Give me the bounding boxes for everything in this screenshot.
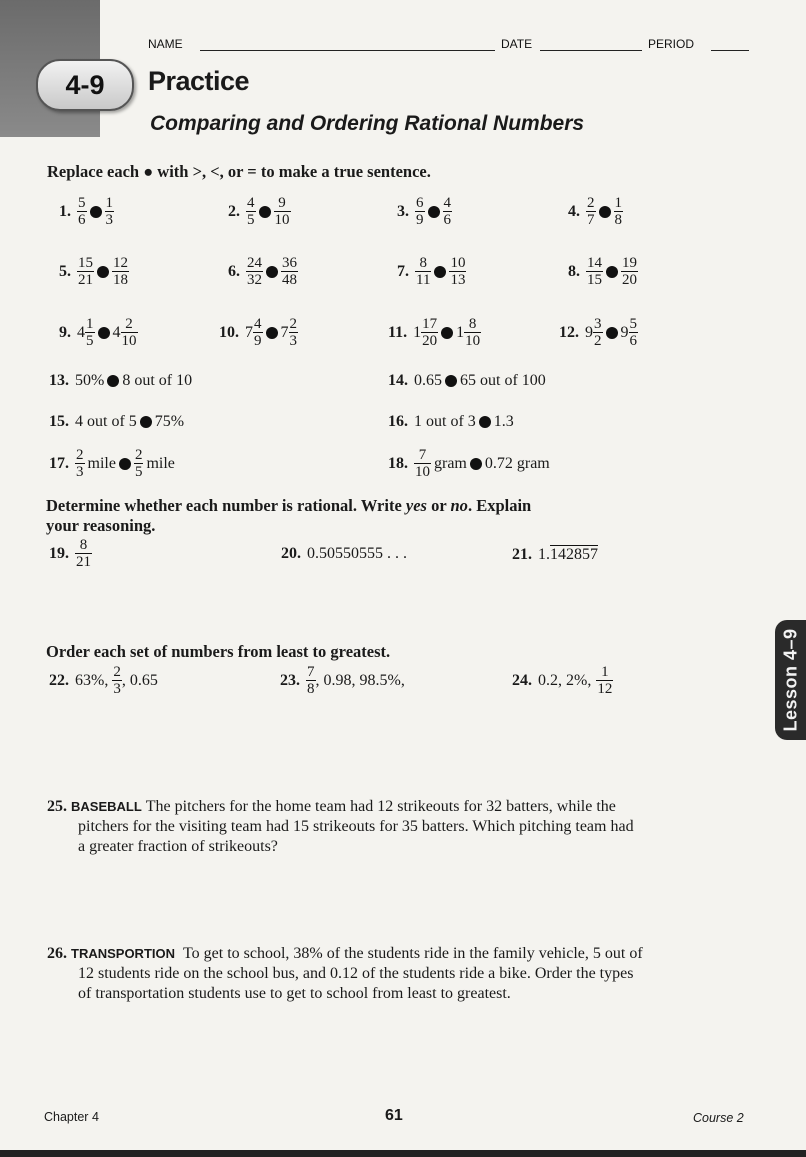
problem-number: 19. bbox=[49, 544, 69, 562]
value: 75% bbox=[154, 413, 185, 430]
numerator: 8 bbox=[464, 316, 481, 333]
compare-dot-icon[interactable] bbox=[434, 266, 446, 278]
fraction bbox=[585, 316, 603, 349]
value: 0.50550555 . . . bbox=[307, 545, 407, 562]
whole-number: 4 bbox=[112, 323, 121, 341]
yes-word: yes bbox=[405, 496, 427, 515]
denominator: 3 bbox=[105, 212, 113, 228]
numerator: 1 bbox=[105, 195, 113, 211]
problem-number: 23. bbox=[280, 671, 300, 689]
numerator: 10 bbox=[450, 255, 466, 271]
or-word: or bbox=[426, 496, 451, 515]
numerator: 15 bbox=[78, 255, 93, 271]
problem-text-line: pitchers for the visiting team had 15 strikeouts for 35 batters. Which pitching team had bbox=[78, 818, 634, 835]
denominator: 7 bbox=[587, 212, 595, 228]
denominator: 32 bbox=[247, 272, 262, 288]
denominator: 18 bbox=[113, 272, 128, 288]
problem-text-line: a greater fraction of strikeouts? bbox=[78, 838, 278, 855]
period-field[interactable] bbox=[711, 50, 749, 51]
problem-number: 22. bbox=[49, 671, 69, 689]
problem-4 bbox=[568, 195, 623, 228]
numerator: 2 bbox=[289, 316, 297, 332]
fraction bbox=[456, 316, 481, 349]
whole-number: 1 bbox=[456, 323, 465, 341]
fraction bbox=[113, 316, 138, 349]
numerator: 6 bbox=[416, 195, 424, 211]
numerator: 1 bbox=[614, 195, 622, 211]
fraction bbox=[245, 316, 263, 349]
value: 1.3 bbox=[493, 413, 514, 430]
whole-number: 7 bbox=[280, 323, 289, 341]
problem-text-line: To get to school, 38% of the students ride in the family vehicle, 5 out of bbox=[183, 945, 643, 962]
fraction bbox=[77, 195, 87, 228]
numerator: 4 bbox=[247, 195, 255, 211]
problem-2 bbox=[228, 195, 291, 228]
fraction bbox=[112, 664, 122, 697]
problem-text-line: of transportation students use to get to school from least to greatest. bbox=[78, 985, 511, 1002]
value: 1 out of 3 bbox=[414, 413, 476, 430]
fraction bbox=[443, 195, 453, 228]
problem-16 bbox=[388, 413, 514, 431]
footer-course: Course 2 bbox=[693, 1111, 744, 1125]
denominator: 5 bbox=[134, 464, 143, 480]
fraction bbox=[105, 195, 115, 228]
date-label: DATE bbox=[501, 37, 533, 51]
compare-dot-icon[interactable] bbox=[606, 266, 618, 278]
denominator: 6 bbox=[443, 212, 451, 228]
numerator: 7 bbox=[307, 664, 315, 680]
unit: mile bbox=[146, 454, 175, 472]
fraction bbox=[77, 316, 95, 349]
problem-15 bbox=[49, 413, 184, 431]
page-subtitle: Comparing and Ordering Rational Numbers bbox=[150, 112, 585, 135]
fraction bbox=[596, 664, 613, 697]
problem-number: 10. bbox=[219, 323, 239, 341]
fraction bbox=[621, 316, 639, 349]
date-field[interactable] bbox=[540, 50, 642, 51]
denominator: 5 bbox=[247, 212, 255, 228]
fraction bbox=[281, 255, 298, 288]
problem-number: 5. bbox=[59, 262, 71, 280]
problem-number: 11. bbox=[388, 323, 408, 341]
fraction bbox=[586, 195, 596, 228]
problem-label: BASEBALL bbox=[71, 799, 142, 814]
value-int: 1. bbox=[538, 545, 550, 563]
problem-number: 24. bbox=[512, 671, 532, 689]
problem-6 bbox=[228, 255, 298, 288]
fraction bbox=[246, 195, 256, 228]
numerator: 12 bbox=[113, 255, 128, 271]
problem-5 bbox=[59, 255, 129, 288]
problem-3 bbox=[397, 195, 452, 228]
whole-number: 7 bbox=[245, 323, 253, 341]
numerator: 2 bbox=[76, 447, 84, 463]
value: 0.2, 2%, bbox=[538, 671, 592, 689]
value: 0.65 bbox=[414, 372, 442, 389]
denominator: 20 bbox=[622, 272, 637, 288]
numerator: 8 bbox=[415, 255, 431, 272]
compare-dot-icon[interactable] bbox=[445, 375, 457, 387]
problem-19 bbox=[49, 537, 92, 570]
numerator: 2 bbox=[121, 316, 138, 333]
denominator: 6 bbox=[78, 212, 86, 228]
fraction bbox=[274, 195, 291, 228]
numerator: 9 bbox=[274, 195, 291, 212]
problem-11 bbox=[388, 316, 481, 349]
problem-number: 8. bbox=[568, 262, 580, 280]
denominator: 11 bbox=[416, 272, 431, 288]
lesson-side-tab-label: Lesson 4–9 bbox=[780, 628, 800, 732]
value: 0.72 gram bbox=[484, 454, 550, 472]
numerator: 7 bbox=[414, 447, 431, 464]
problem-text-line: The pitchers for the home team had 12 strikeouts for 32 batters, while the bbox=[145, 798, 616, 815]
whole-number: 4 bbox=[77, 323, 85, 341]
section1-instruction: Replace each ● with >, <, or = to make a true sentence. bbox=[47, 162, 431, 181]
fraction bbox=[414, 447, 431, 480]
fraction bbox=[112, 255, 129, 288]
problem-1 bbox=[59, 195, 114, 228]
problem-10 bbox=[219, 316, 298, 349]
section2-instruction-c: your reasoning. bbox=[46, 516, 156, 535]
fraction bbox=[449, 255, 466, 288]
fraction bbox=[246, 255, 263, 288]
fraction bbox=[621, 255, 638, 288]
denominator: 8 bbox=[307, 681, 315, 697]
whole-number: 9 bbox=[620, 323, 629, 341]
numerator: 8 bbox=[75, 537, 92, 554]
denominator: 21 bbox=[76, 554, 91, 570]
fraction bbox=[614, 195, 624, 228]
name-label: NAME bbox=[148, 37, 183, 51]
denominator: 10 bbox=[415, 464, 430, 480]
problem-number: 20. bbox=[281, 545, 301, 562]
compare-dot-icon[interactable] bbox=[119, 458, 131, 470]
denominator: 10 bbox=[121, 333, 137, 349]
problem-label: TRANSPORTION bbox=[71, 946, 175, 961]
numerator: 1 bbox=[596, 664, 613, 681]
compare-dot-icon[interactable] bbox=[140, 416, 152, 428]
problem-8 bbox=[568, 255, 638, 288]
fraction bbox=[77, 255, 94, 288]
value: 65 out of 100 bbox=[460, 372, 546, 389]
numerator: 5 bbox=[78, 195, 86, 211]
compare-dot-icon[interactable] bbox=[97, 266, 109, 278]
numerator: 17 bbox=[422, 316, 438, 332]
compare-dot-icon[interactable] bbox=[428, 206, 440, 218]
fraction bbox=[415, 195, 425, 228]
section3-instruction: Order each set of numbers from least to greatest. bbox=[46, 642, 391, 661]
fraction bbox=[134, 447, 144, 480]
compare-dot-icon[interactable] bbox=[266, 327, 278, 339]
fraction bbox=[75, 447, 85, 480]
denominator: 2 bbox=[594, 333, 602, 349]
unit: gram bbox=[434, 454, 467, 472]
whole-number: 9 bbox=[585, 323, 593, 341]
numerator: 5 bbox=[629, 316, 637, 332]
denominator: 9 bbox=[416, 212, 424, 228]
numerator: 1 bbox=[86, 316, 94, 332]
footer-page-number: 61 bbox=[385, 1107, 403, 1124]
denominator: 9 bbox=[254, 333, 262, 349]
problem-number: 16. bbox=[388, 413, 408, 430]
denominator: 3 bbox=[289, 333, 297, 349]
problem-number: 9. bbox=[59, 323, 71, 341]
problem-number: 2. bbox=[228, 202, 240, 220]
lesson-side-tab bbox=[775, 620, 806, 740]
compare-dot-icon[interactable] bbox=[259, 206, 271, 218]
denominator: 48 bbox=[282, 272, 297, 288]
problem-13 bbox=[49, 372, 192, 390]
compare-dot-icon[interactable] bbox=[606, 327, 618, 339]
value: , 0.65 bbox=[121, 671, 158, 689]
compare-dot-icon[interactable] bbox=[90, 206, 102, 218]
problem-12 bbox=[559, 316, 638, 349]
compare-dot-icon[interactable] bbox=[107, 375, 119, 387]
problem-14 bbox=[388, 372, 546, 390]
denominator: 5 bbox=[86, 333, 94, 349]
denominator: 10 bbox=[274, 212, 290, 228]
problem-23 bbox=[280, 664, 405, 697]
value: 4 out of 5 bbox=[75, 413, 137, 430]
denominator: 12 bbox=[597, 681, 613, 697]
no-word: no bbox=[450, 496, 468, 515]
problem-number: 4. bbox=[568, 202, 580, 220]
fraction bbox=[415, 255, 431, 288]
numerator: 14 bbox=[587, 255, 602, 271]
bottom-edge bbox=[0, 1150, 806, 1157]
lesson-number-badge: 4-9 bbox=[36, 59, 134, 111]
denominator: 21 bbox=[78, 272, 93, 288]
numerator: 3 bbox=[594, 316, 602, 332]
denominator: 20 bbox=[422, 333, 438, 349]
problem-number: 1. bbox=[59, 202, 71, 220]
denominator: 3 bbox=[76, 464, 84, 480]
numerator: 4 bbox=[443, 195, 451, 211]
footer-chapter: Chapter 4 bbox=[44, 1110, 99, 1124]
problem-number: 21. bbox=[512, 545, 532, 563]
numerator: 36 bbox=[282, 255, 297, 271]
numerator: 19 bbox=[622, 255, 637, 271]
problem-number: 25. bbox=[47, 798, 67, 815]
value: 50% bbox=[75, 372, 105, 389]
denominator: 15 bbox=[587, 272, 602, 288]
problem-number: 7. bbox=[397, 262, 409, 280]
value: , 0.98, 98.5%, bbox=[315, 671, 405, 689]
denominator: 13 bbox=[450, 272, 466, 288]
denominator: 10 bbox=[465, 333, 481, 349]
name-field[interactable] bbox=[200, 50, 495, 51]
fraction bbox=[413, 316, 438, 349]
problem-number: 17. bbox=[49, 454, 69, 472]
problem-number: 18. bbox=[388, 454, 408, 472]
period-label: PERIOD bbox=[648, 37, 695, 51]
section2-instruction-b: . Explain bbox=[467, 496, 532, 515]
problem-18 bbox=[388, 447, 550, 480]
problem-number: 12. bbox=[559, 323, 579, 341]
compare-dot-icon[interactable] bbox=[470, 458, 482, 470]
whole-number: 1 bbox=[413, 323, 422, 341]
problem-number: 15. bbox=[49, 413, 69, 430]
fraction bbox=[586, 255, 603, 288]
problem-number: 3. bbox=[397, 202, 409, 220]
compare-dot-icon[interactable] bbox=[266, 266, 278, 278]
problem-22 bbox=[49, 664, 158, 697]
problem-24 bbox=[512, 664, 613, 697]
problem-9 bbox=[59, 316, 138, 349]
numerator: 2 bbox=[134, 447, 143, 463]
section2-instruction bbox=[46, 496, 666, 536]
unit: mile bbox=[87, 454, 116, 472]
problem-text-line: 12 students ride on the school bus, and 0.12 of the students ride a bike. Order the types bbox=[78, 965, 634, 982]
problem-7 bbox=[397, 255, 466, 288]
section2-instruction-a: Determine whether each number is rational. Write bbox=[46, 496, 406, 515]
compare-dot-icon[interactable] bbox=[441, 327, 453, 339]
numerator: 2 bbox=[587, 195, 595, 211]
fraction bbox=[306, 664, 316, 697]
compare-dot-icon[interactable] bbox=[599, 206, 611, 218]
problem-25 bbox=[47, 797, 757, 857]
numerator: 24 bbox=[247, 255, 262, 271]
problem-number: 26. bbox=[47, 945, 67, 962]
problem-17 bbox=[49, 447, 175, 480]
problem-26 bbox=[47, 944, 767, 1004]
repeating-digits: 142857 bbox=[550, 546, 598, 563]
numerator: 4 bbox=[254, 316, 262, 332]
fraction bbox=[281, 316, 299, 349]
compare-dot-icon[interactable] bbox=[98, 327, 110, 339]
problem-number: 14. bbox=[388, 372, 408, 389]
problem-number: 13. bbox=[49, 372, 69, 389]
problem-21 bbox=[512, 545, 598, 564]
numerator: 2 bbox=[113, 664, 121, 680]
value: 63%, bbox=[75, 671, 109, 689]
fraction bbox=[75, 537, 92, 570]
page-title: Practice bbox=[148, 66, 250, 96]
value: 8 out of 10 bbox=[122, 372, 193, 389]
problem-20 bbox=[281, 545, 407, 563]
denominator: 8 bbox=[614, 212, 622, 228]
denominator: 6 bbox=[629, 333, 637, 349]
problem-number: 6. bbox=[228, 262, 240, 280]
compare-dot-icon[interactable] bbox=[479, 416, 491, 428]
denominator: 3 bbox=[113, 681, 121, 697]
